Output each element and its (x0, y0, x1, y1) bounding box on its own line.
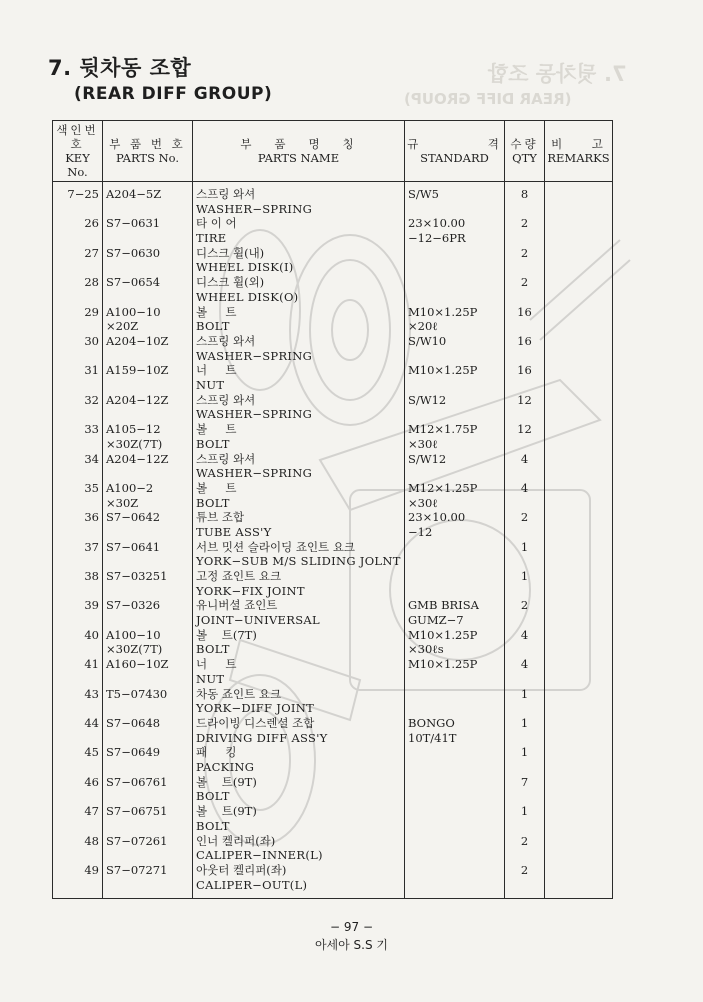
parts-no-cell: S7−0630 (103, 246, 193, 275)
key-no-cell: 31 (53, 363, 103, 392)
remarks-cell (545, 275, 613, 304)
parts-no-cell: S7−0642 (103, 510, 193, 539)
parts-name-cell: 볼 트(9T) BOLT (193, 775, 405, 804)
remarks-cell (545, 216, 613, 245)
standard-cell: BONGO 10T/41T (405, 716, 505, 745)
standard-cell: S/W12 (405, 393, 505, 422)
remarks-cell (545, 334, 613, 363)
key-no-cell: 38 (53, 569, 103, 598)
standard-cell (405, 687, 505, 716)
table-row (53, 745, 613, 774)
page-number: − 97 − (329, 920, 373, 934)
standard-cell: M12×1.25P ×30ℓ (405, 481, 505, 510)
table-row (53, 334, 613, 363)
qty-cell: 2 (505, 863, 545, 899)
remarks-cell (545, 716, 613, 745)
standard-cell: M10×1.25P ×20ℓ (405, 305, 505, 334)
table-row (53, 716, 613, 745)
standard-cell (405, 804, 505, 833)
parts-name-cell: 너 트 NUT (193, 363, 405, 392)
table-row (53, 305, 613, 334)
remarks-cell (545, 687, 613, 716)
table-row (53, 422, 613, 451)
key-no-cell: 40 (53, 628, 103, 657)
remarks-cell (545, 182, 613, 217)
parts-no-cell: A100−10 ×30Z(7T) (103, 628, 193, 657)
parts-table (52, 120, 613, 899)
header-standard: 규 격 STANDARD (405, 121, 505, 182)
qty-cell: 2 (505, 275, 545, 304)
table-row (53, 598, 613, 627)
qty-cell: 2 (505, 216, 545, 245)
qty-cell: 12 (505, 422, 545, 451)
parts-no-cell: S7−06751 (103, 804, 193, 833)
parts-no-cell: A204−12Z (103, 393, 193, 422)
standard-cell: M12×1.75P ×30ℓ (405, 422, 505, 451)
parts-name-cell: 서브 밋션 슬라이딩 죠인트 요크 YORK−SUB M/S SLIDING JOLNT (193, 540, 405, 569)
standard-cell: 23×10.00 −12−6PR (405, 216, 505, 245)
parts-no-cell: A105−12 ×30Z(7T) (103, 422, 193, 451)
parts-name-cell: 디스크 휠(내) WHEEL DISK(I) (193, 246, 405, 275)
remarks-cell (545, 510, 613, 539)
remarks-cell (545, 363, 613, 392)
parts-no-cell: A204−5Z (103, 182, 193, 217)
table-row (53, 569, 613, 598)
standard-cell: M10×1.25P (405, 363, 505, 392)
standard-cell (405, 745, 505, 774)
standard-cell: S/W12 (405, 452, 505, 481)
parts-no-cell: A160−10Z (103, 657, 193, 686)
key-no-cell: 49 (53, 863, 103, 899)
parts-name-cell: 스프링 와셔 WASHER−SPRING (193, 182, 405, 217)
qty-cell: 16 (505, 334, 545, 363)
key-no-cell: 32 (53, 393, 103, 422)
remarks-cell (545, 834, 613, 863)
parts-name-cell: 고정 죠인트 요크 YORK−FIX JOINT (193, 569, 405, 598)
qty-cell: 16 (505, 363, 545, 392)
standard-cell (405, 863, 505, 899)
remarks-cell (545, 452, 613, 481)
parts-name-cell: 스프링 와셔 WASHER−SPRING (193, 452, 405, 481)
parts-no-cell: S7−07271 (103, 863, 193, 899)
parts-name-cell: 차동 죠인트 요크 YORK−DIFF JOINT (193, 687, 405, 716)
parts-no-cell: A204−10Z (103, 334, 193, 363)
table-row (53, 246, 613, 275)
key-no-cell: 26 (53, 216, 103, 245)
remarks-cell (545, 422, 613, 451)
remarks-cell (545, 863, 613, 899)
parts-no-cell: S7−07261 (103, 834, 193, 863)
key-no-cell: 36 (53, 510, 103, 539)
parts-name-cell: 드라이빙 디스렌셜 조합 DRIVING DIFF ASS'Y (193, 716, 405, 745)
key-no-cell: 28 (53, 275, 103, 304)
remarks-cell (545, 246, 613, 275)
qty-cell: 1 (505, 687, 545, 716)
table-row (53, 540, 613, 569)
bleed-through-title: 7. 뒷차동 조합 (488, 62, 627, 86)
table-row (53, 804, 613, 833)
table-row (53, 275, 613, 304)
parts-no-cell: S7−0326 (103, 598, 193, 627)
remarks-cell (545, 569, 613, 598)
standard-cell (405, 569, 505, 598)
parts-no-cell: S7−0641 (103, 540, 193, 569)
standard-cell: M10×1.25P (405, 657, 505, 686)
parts-no-cell: A204−12Z (103, 452, 193, 481)
parts-no-cell: S7−0649 (103, 745, 193, 774)
table-row (53, 657, 613, 686)
standard-cell (405, 246, 505, 275)
parts-no-cell: S7−06761 (103, 775, 193, 804)
parts-no-cell: S7−0631 (103, 216, 193, 245)
key-no-cell: 48 (53, 834, 103, 863)
qty-cell: 2 (505, 246, 545, 275)
qty-cell: 1 (505, 804, 545, 833)
qty-cell: 1 (505, 540, 545, 569)
qty-cell: 4 (505, 481, 545, 510)
parts-no-cell: S7−03251 (103, 569, 193, 598)
standard-cell (405, 834, 505, 863)
standard-cell: S/W10 (405, 334, 505, 363)
key-no-cell: 47 (53, 804, 103, 833)
table-row (53, 628, 613, 657)
remarks-cell (545, 481, 613, 510)
qty-cell: 2 (505, 834, 545, 863)
key-no-cell: 27 (53, 246, 103, 275)
table-row (53, 216, 613, 245)
key-no-cell: 34 (53, 452, 103, 481)
table-row (53, 363, 613, 392)
key-no-cell: 33 (53, 422, 103, 451)
parts-name-cell: 볼 트 BOLT (193, 481, 405, 510)
table-row (53, 834, 613, 863)
qty-cell: 7 (505, 775, 545, 804)
qty-cell: 1 (505, 716, 545, 745)
remarks-cell (545, 745, 613, 774)
header-remarks: 비 고 REMARKS (545, 121, 613, 182)
remarks-cell (545, 393, 613, 422)
table-row (53, 687, 613, 716)
parts-name-cell: 아웃터 켈리퍼(좌) CALIPER−OUT(L) (193, 863, 405, 899)
key-no-cell: 37 (53, 540, 103, 569)
parts-name-cell: 패 킹 PACKING (193, 745, 405, 774)
parts-no-cell: S7−0654 (103, 275, 193, 304)
key-no-cell: 41 (53, 657, 103, 686)
table-row (53, 182, 613, 217)
qty-cell: 12 (505, 393, 545, 422)
qty-cell: 4 (505, 452, 545, 481)
qty-cell: 16 (505, 305, 545, 334)
page-subtitle: (REAR DIFF GROUP) (74, 84, 273, 104)
parts-no-cell: A159−10Z (103, 363, 193, 392)
table-row (53, 775, 613, 804)
table-header-row (53, 121, 613, 182)
standard-cell (405, 540, 505, 569)
standard-cell: S/W5 (405, 182, 505, 217)
key-no-cell: 35 (53, 481, 103, 510)
parts-name-cell: 스프링 와셔 WASHER−SPRING (193, 393, 405, 422)
parts-name-cell: 볼 트(9T) BOLT (193, 804, 405, 833)
qty-cell: 1 (505, 569, 545, 598)
key-no-cell: 7−25 (53, 182, 103, 217)
remarks-cell (545, 657, 613, 686)
key-no-cell: 45 (53, 745, 103, 774)
remarks-cell (545, 628, 613, 657)
header-key-no: 색인번호 KEY No. (53, 121, 103, 182)
remarks-cell (545, 305, 613, 334)
parts-name-cell: 너 트 NUT (193, 657, 405, 686)
table-row (53, 481, 613, 510)
qty-cell: 1 (505, 745, 545, 774)
qty-cell: 4 (505, 657, 545, 686)
remarks-cell (545, 540, 613, 569)
parts-no-cell: T5−07430 (103, 687, 193, 716)
parts-name-cell: 타 이 어 TIRE (193, 216, 405, 245)
parts-name-cell: 스프링 와셔 WASHER−SPRING (193, 334, 405, 363)
key-no-cell: 43 (53, 687, 103, 716)
table-row (53, 510, 613, 539)
header-parts-name: 부 품 명 칭 PARTS NAME (193, 121, 405, 182)
parts-name-cell: 볼 트(7T) BOLT (193, 628, 405, 657)
parts-no-cell: A100−2 ×30Z (103, 481, 193, 510)
table-row (53, 863, 613, 899)
parts-name-cell: 볼 트 BOLT (193, 422, 405, 451)
standard-cell: 23×10.00 −12 (405, 510, 505, 539)
qty-cell: 2 (505, 510, 545, 539)
table-row (53, 452, 613, 481)
remarks-cell (545, 775, 613, 804)
standard-cell (405, 775, 505, 804)
key-no-cell: 39 (53, 598, 103, 627)
remarks-cell (545, 598, 613, 627)
qty-cell: 8 (505, 182, 545, 217)
parts-name-cell: 디스크 휠(외) WHEEL DISK(O) (193, 275, 405, 304)
standard-cell (405, 275, 505, 304)
key-no-cell: 30 (53, 334, 103, 363)
header-qty: 수량 QTY (505, 121, 545, 182)
parts-name-cell: 튜브 조합 TUBE ASS'Y (193, 510, 405, 539)
key-no-cell: 46 (53, 775, 103, 804)
standard-cell: M10×1.25P ×30ℓs (405, 628, 505, 657)
parts-name-cell: 볼 트 BOLT (193, 305, 405, 334)
remarks-cell (545, 804, 613, 833)
parts-no-cell: A100−10 ×20Z (103, 305, 193, 334)
standard-cell: GMB BRISA GUMZ−7 (405, 598, 505, 627)
parts-no-cell: S7−0648 (103, 716, 193, 745)
parts-name-cell: 인너 켈리퍼(좌) CALIPER−INNER(L) (193, 834, 405, 863)
page-title: 7. 뒷차동 조합 (48, 56, 192, 80)
parts-name-cell: 유니버셜 죠인트 JOINT−UNIVERSAL (193, 598, 405, 627)
key-no-cell: 44 (53, 716, 103, 745)
qty-cell: 2 (505, 598, 545, 627)
bleed-through-subtitle: (REAR DIFF GROUP) (404, 90, 572, 108)
publisher-mark: 아세아 S.S 기 (314, 938, 389, 952)
qty-cell: 4 (505, 628, 545, 657)
key-no-cell: 29 (53, 305, 103, 334)
table-row (53, 393, 613, 422)
header-parts-no: 부 품 번 호 PARTS No. (103, 121, 193, 182)
